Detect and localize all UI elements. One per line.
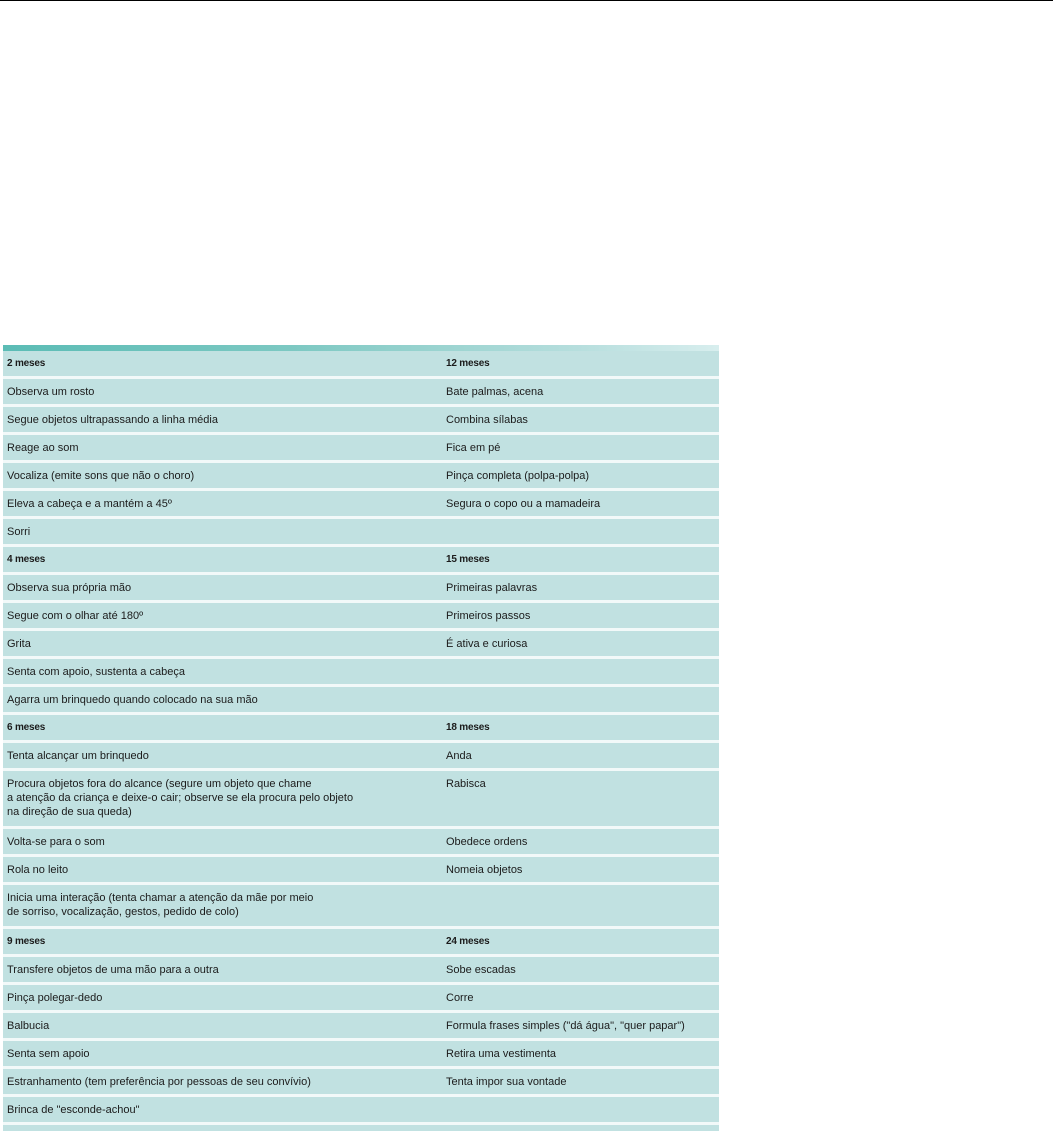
- table-row: [3, 575, 719, 603]
- milestone-cell-left: Segue com o olhar até 180º: [7, 610, 144, 622]
- table-row: [3, 687, 719, 715]
- milestone-cell-right: [442, 519, 719, 544]
- table-row: [3, 519, 719, 547]
- milestone-cell-right: Rabisca: [446, 778, 486, 790]
- table-row: [3, 631, 719, 659]
- milestone-cell-right: Obedece ordens: [446, 836, 528, 848]
- section-age-right: 18 meses: [446, 722, 490, 733]
- developmental-milestones-table: [3, 345, 719, 1131]
- milestone-cell-left: Eleva a cabeça e a mantém a 45º: [7, 498, 172, 510]
- table-row: [3, 771, 719, 829]
- top-border-line: [0, 0, 1053, 1]
- table-row: [3, 743, 719, 771]
- table-row: [3, 659, 719, 687]
- milestone-cell-left: Segue objetos ultrapassando a linha média: [7, 414, 218, 426]
- milestone-cell-right: Bate palmas, acena: [446, 386, 544, 398]
- milestone-cell-left: Rola no leito: [7, 864, 69, 876]
- milestone-cell-left: Inicia uma interação (tenta chamar a atenção da mãe por meio de sorriso, vocalização, gestos, pedido de colo): [7, 892, 314, 918]
- section-header-row: [3, 351, 719, 379]
- table-row: [3, 407, 719, 435]
- milestone-cell-left: Vocaliza (emite sons que não o choro): [7, 470, 195, 482]
- milestone-cell-left: Procura objetos fora do alcance (segure um objeto que chame a atenção da criança e deixe-o cair; observe se ela procura pelo objeto na direção de sua queda): [7, 778, 354, 818]
- milestone-cell-left: Senta sem apoio: [7, 1048, 90, 1060]
- milestone-cell-right: [442, 687, 719, 712]
- milestone-cell-right: Corre: [446, 992, 474, 1004]
- milestone-cell-right: Retira uma vestimenta: [446, 1048, 557, 1060]
- milestone-cell-right: Sobe escadas: [446, 964, 516, 976]
- section-age-left: 6 meses: [7, 722, 46, 733]
- milestone-cell-right: Pinça completa (polpa-polpa): [446, 470, 590, 482]
- table-row: [3, 885, 719, 929]
- section-age-left: 4 meses: [7, 554, 46, 565]
- milestone-cell-right: [442, 659, 719, 684]
- milestone-cell-left: Estranhamento (tem preferência por pessoas de seu convívio): [7, 1076, 311, 1088]
- milestone-cell-right: Primeiras palavras: [446, 582, 538, 594]
- milestone-cell-right: Primeiros passos: [446, 610, 531, 622]
- section-header-row: [3, 715, 719, 743]
- milestone-cell-right: Combina sílabas: [446, 414, 528, 426]
- table-footer-strip: [3, 1125, 719, 1131]
- section-age-left: 2 meses: [7, 358, 46, 369]
- table-row: [3, 603, 719, 631]
- section-header-row: [3, 929, 719, 957]
- table-row: [3, 985, 719, 1013]
- table-body: [3, 351, 719, 1125]
- milestone-cell-right: [442, 1097, 719, 1122]
- milestone-cell-left: Sorri: [7, 526, 31, 538]
- milestone-cell-left: Brinca de "esconde-achou": [7, 1104, 140, 1116]
- table-row: [3, 1069, 719, 1097]
- milestone-cell-right: É ativa e curiosa: [446, 638, 528, 650]
- milestone-cell-left: Volta-se para o som: [7, 836, 105, 848]
- section-header-row: [3, 547, 719, 575]
- milestone-cell-right: Nomeia objetos: [446, 864, 523, 876]
- table-row: [3, 1013, 719, 1041]
- milestone-cell-right: Anda: [446, 750, 472, 762]
- section-age-left: 9 meses: [7, 936, 46, 947]
- table-row: [3, 379, 719, 407]
- milestone-cell-right: [442, 885, 719, 926]
- milestone-cell-left: Pinça polegar-dedo: [7, 992, 103, 1004]
- section-age-right: 24 meses: [446, 936, 490, 947]
- table-row: [3, 829, 719, 857]
- milestone-cell-left: Tenta alcançar um brinquedo: [7, 750, 149, 762]
- milestone-cell-left: Observa sua própria mão: [7, 582, 132, 594]
- milestone-cell-right: Tenta impor sua vontade: [446, 1076, 567, 1088]
- milestone-cell-right: Formula frases simples ("dá água", "quer papar"): [446, 1020, 685, 1032]
- table-row: [3, 1097, 719, 1125]
- table-row: [3, 1041, 719, 1069]
- milestone-cell-right: Fica em pé: [446, 442, 501, 454]
- milestone-cell-left: Grita: [7, 638, 31, 650]
- milestone-cell-left: Agarra um brinquedo quando colocado na sua mão: [7, 694, 258, 706]
- section-age-right: 12 meses: [446, 358, 490, 369]
- table-row: [3, 857, 719, 885]
- milestone-cell-left: Balbucia: [7, 1020, 50, 1032]
- milestone-cell-left: Observa um rosto: [7, 386, 95, 398]
- milestone-cell-left: Transfere objetos de uma mão para a outra: [7, 964, 219, 976]
- table-row: [3, 957, 719, 985]
- table-row: [3, 491, 719, 519]
- table-row: [3, 463, 719, 491]
- milestone-cell-left: Reage ao som: [7, 442, 79, 454]
- milestone-cell-left: Senta com apoio, sustenta a cabeça: [7, 666, 185, 678]
- table-row: [3, 435, 719, 463]
- section-age-right: 15 meses: [446, 554, 490, 565]
- milestone-cell-right: Segura o copo ou a mamadeira: [446, 498, 601, 510]
